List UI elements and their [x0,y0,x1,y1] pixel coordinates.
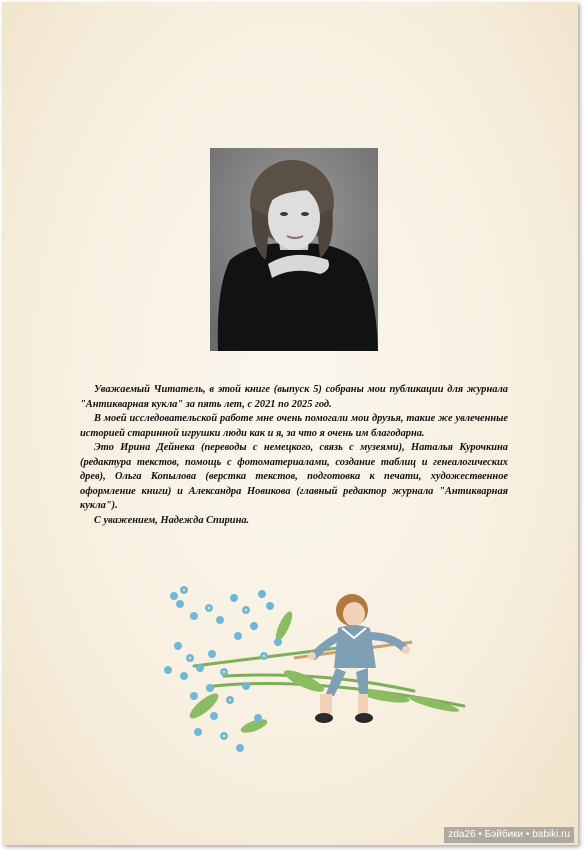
signature: С уважением, Надежда Спирина. [94,514,250,526]
paragraph-intro: Уважаемый Читатель, в этой книге (выпуск 5) собраны мои публикации для журнала "Антикварная кукла" за пять лет, с 2021 по 2025 год. [80,384,508,410]
paragraph-friends: В моей исследовательской работе мне очень помогали мои друзья, такие же увлеченные историей старинной игрушки люди как и я, за что я очень им благодарна. [80,413,508,439]
boy-on-flowers-illustration [154,576,474,766]
document-page [2,2,578,845]
portrait-photo [210,148,378,351]
preface-text [80,383,508,528]
paragraph-credits: Это Ирина Дейнека (переводы с немецкого, связь с музеями), Наталья Курочкина (редактура текстов, помощь с фотоматериалами, создание таблиц и генеалогических древ), Ольга Копылова (верстка текстов, подготовка к печати, художественное оформление книги) и Александра Новикова (главный редактор журнала "Антикварная кукла"). [80,442,508,511]
site-watermark: zda26 • Бэйбики • babiki.ru [444,827,574,843]
vintage-vignette [154,576,474,766]
portrait-image [210,148,378,351]
boy-figure [308,594,410,723]
